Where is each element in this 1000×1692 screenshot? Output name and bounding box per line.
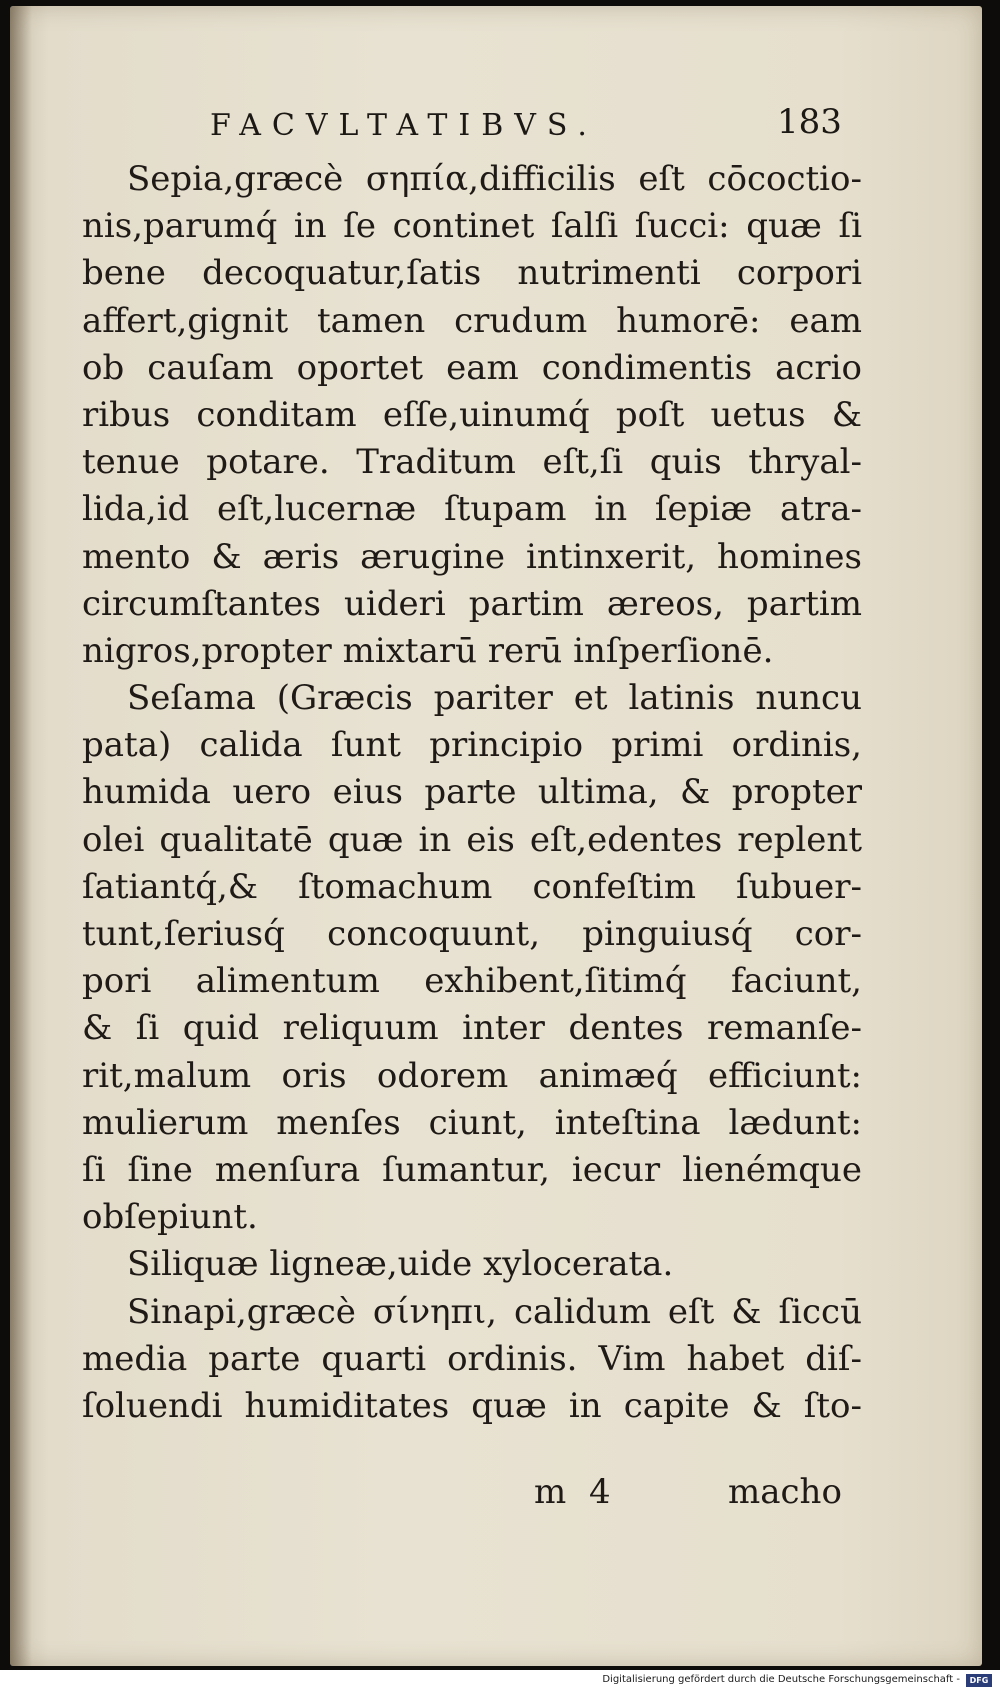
digitization-footer [0,1670,1000,1692]
running-head-title: FACVLTATIBVS. [210,108,598,143]
text-line: pori alimentum exhibent,ſitimq́ faciunt, [82,961,862,1002]
text-line: obſepiunt. [82,1197,258,1238]
text-line: tenue potare. Traditum eſt,ſi quis thryal- [82,442,862,483]
dfg-logo-icon: DFG [966,1674,992,1687]
text-line: nigros,propter mixtarū rerū inſperſionē. [82,630,774,671]
text-line: Seſama (Græcis pariter et latinis nuncu [127,678,862,719]
text-line: nis,parumq́ in ſe continet ſalſi ſucci: quæ ſi [82,206,862,247]
running-head [10,100,982,150]
text-line: pata) calida ſunt principio primi ordinis, [82,725,862,766]
text-line: circumſtantes uideri partim æreos, partim [82,583,862,624]
text-line: Sepia,græcè σηπία,difficilis eſt cōcoctio- [127,159,862,199]
catchline [10,1472,982,1522]
text-line: media parte quarti ordinis. Vim habet diſ- [82,1338,862,1379]
text-line: olei qualitatē quæ in eis eſt,edentes replent [82,819,862,860]
text-line: tunt,ſeriusq́ concoquunt, pinguiusq́ cor- [82,914,862,954]
text-line: & ſi quid reliquum inter dentes remanſe- [82,1008,862,1049]
text-line: ſi ſine menſura ſumantur, iecur lienémque [82,1149,862,1190]
text-line: ſatiantq́,& ſtomachum confeſtim ſubuer- [82,866,862,907]
text-line: ribus conditam eſſe,uinumq́ poſt uetus & [82,394,862,435]
text-line: ſoluendi humiditates quæ in capite & ſto- [82,1385,862,1426]
signature-mark: m 4 [534,1472,617,1512]
text-line: Sinapi,græcè σίνηπι, calidum eſt & ſiccū [127,1291,862,1332]
text-line: mento & æris ærugine intinxerit, homines [82,536,862,577]
text-line: Siliquæ ligneæ,uide xylocerata. [127,1244,674,1285]
text-line: lida,id eſt,lucernæ ſtupam in ſepiæ atra- [82,489,862,530]
page-number: 183 [777,102,842,142]
funding-credit: Digitalisierung gefördert durch die Deutsche Forschungsgemeinschaft - [602,1674,960,1685]
text-line: humida uero eius parte ultima, & propter [82,772,862,813]
text-line: bene decoquatur,ſatis nutrimenti corpori [82,253,862,294]
text-block [82,156,862,1430]
spine-shadow [10,6,32,1666]
text-line: mulierum menſes ciunt, inteſtina lædunt: [82,1102,862,1143]
book-page [10,6,982,1666]
catchword: macho [728,1472,842,1512]
text-line: ob cauſam oportet eam condimentis acrio [82,347,862,388]
text-line: rit,malum oris odorem animæq́ efficiunt: [82,1055,862,1096]
text-line: affert,gignit tamen crudum humorē: eam [82,300,862,341]
